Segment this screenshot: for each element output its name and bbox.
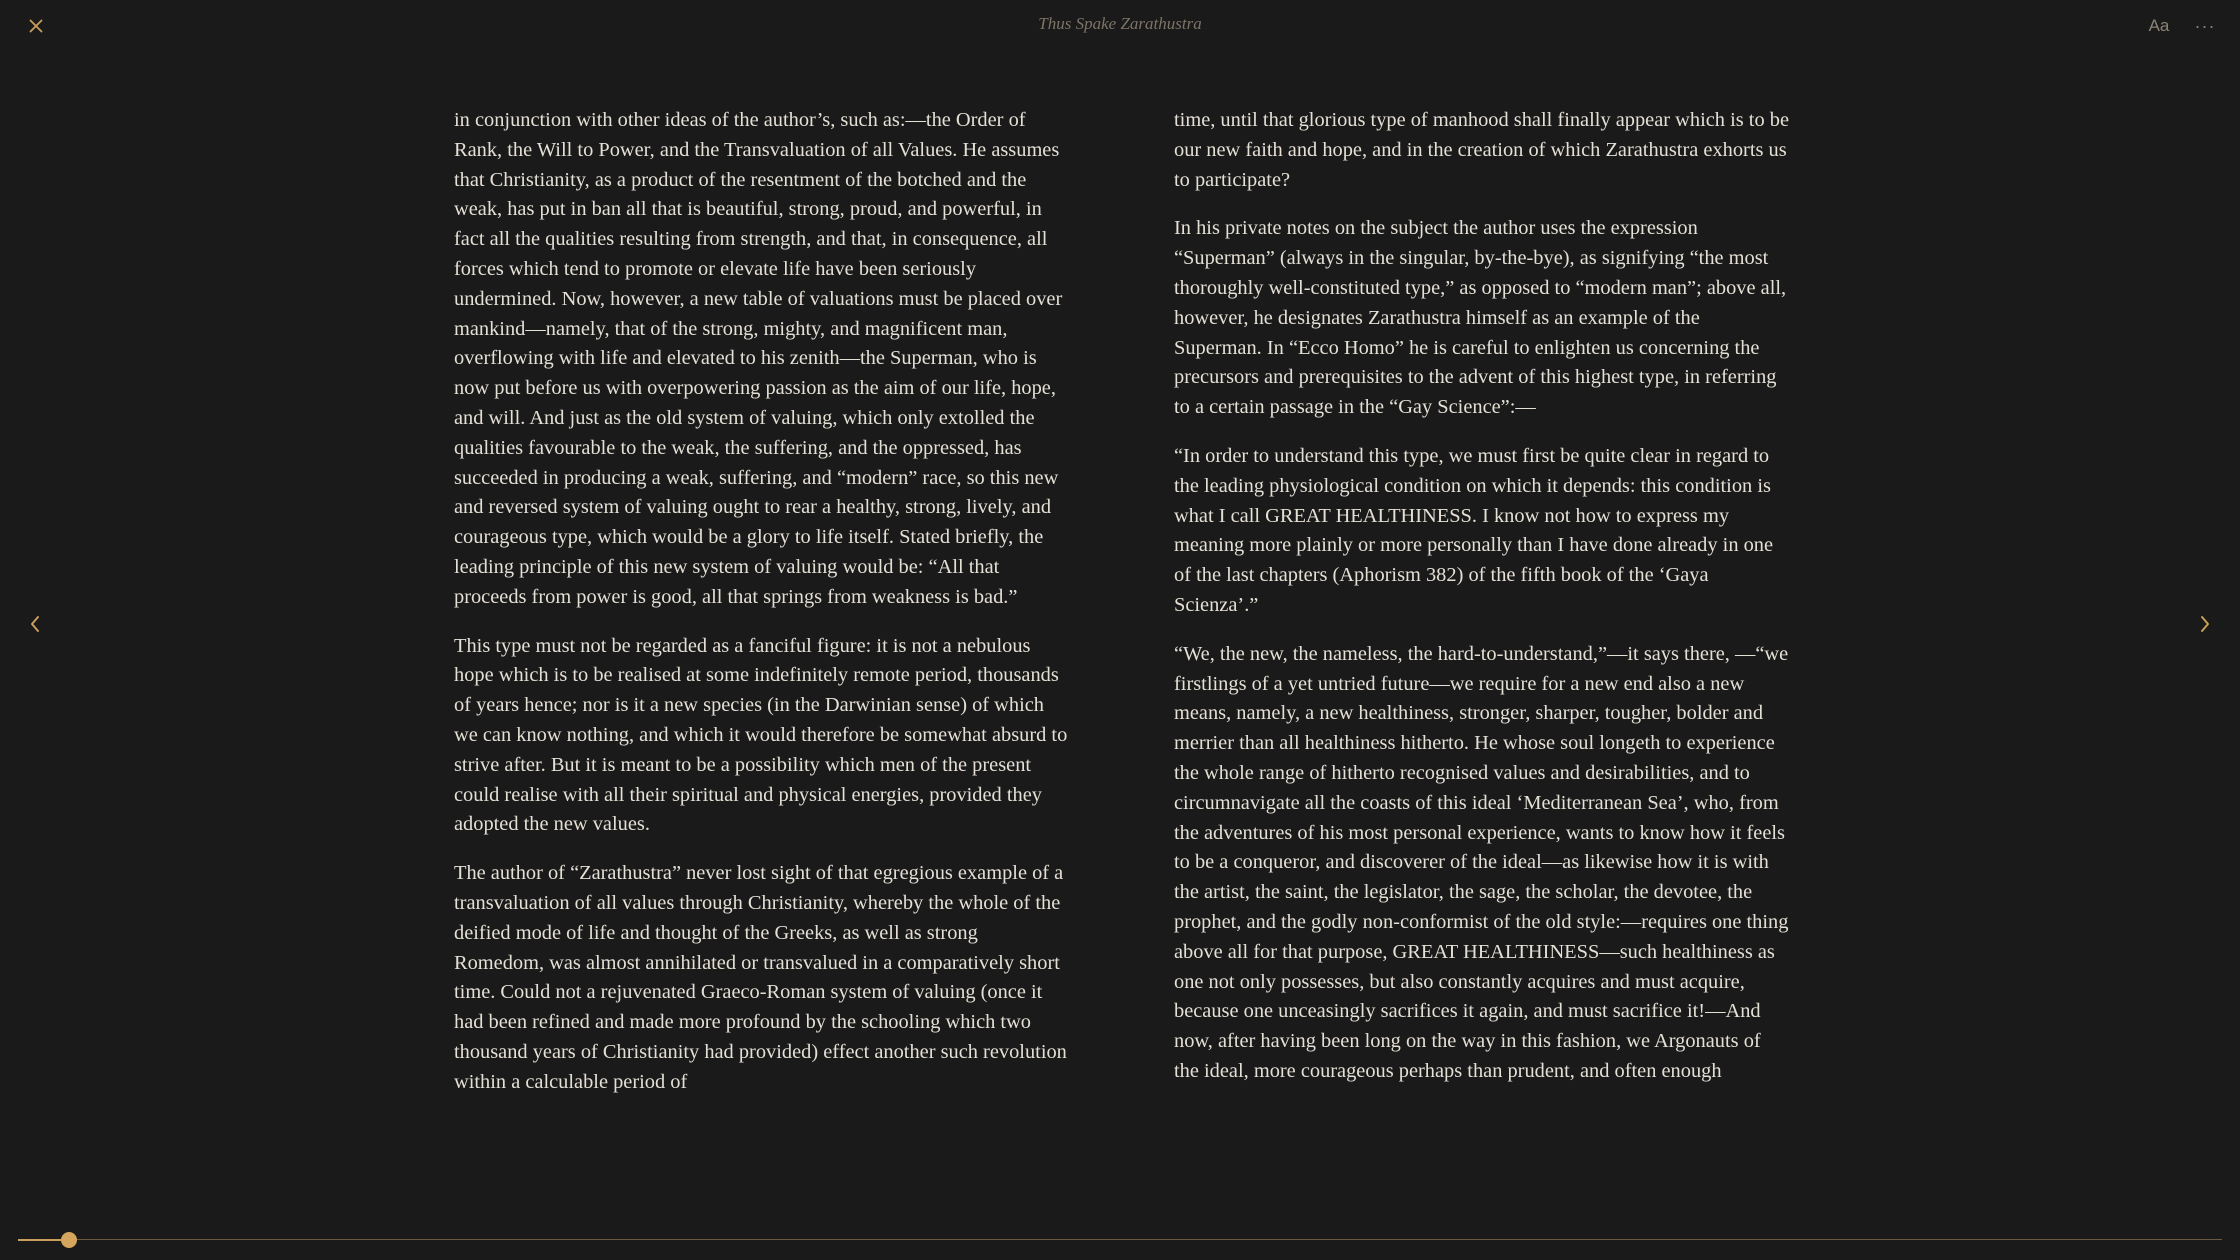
reader-toolbar — [0, 0, 2240, 52]
paragraph: in conjunction with other ideas of the author’s, such as:—the Order of Rank, the Will to Power, and the Transvaluation of all Values. He assumes that Christianity, as a product of the resentment of the botched and the weak, has put in ban all that is beautiful, strong, proud, and powerful, in fact all the qualities resulting from strength, and that, in consequence, all forces which tend to promote or elevate life have been seriously undermined. Now, however, a new table of valuations must be placed over mankind—namely, that of the strong, mighty, and magnificent man, overflowing with life and elevated to his zenith—the Superman, who is now put before us with overpowering passion as the aim of our life, hope, and will. And just as the old system of valuing, which only extolled the qualities favourable to the weak, the suffering, and the oppressed, has succeeded in producing a weak, suffering, and “modern” race, so this new and reversed system of valuing ought to rear a healthy, strong, lively, and courageous type, which would be a glory to life itself. Stated briefly, the leading principle of this new system of valuing would be: “All that proceeds from power is good, all that springs from weakness is bad.” — [454, 109, 1063, 608]
more-options-button[interactable] — [2190, 12, 2220, 40]
right-page — [1174, 106, 1790, 1106]
paragraph: In his private notes on the subject the author uses the expression “Superman” (always in the singular, by-the-bye), as signifying “the most thoroughly well-constituted type,” as opposed to “modern man”; above all, however, he designates Zarathustra himself as an example of the Superman. In “Ecco Homo” he is careful to enlighten us concerning the precursors and prerequisites to the advent of this highest type, in referring to a certain passage in the “Gay Science”:— — [1174, 217, 1787, 419]
next-page-button[interactable] — [2190, 606, 2220, 642]
chevron-right-icon — [2198, 613, 2212, 635]
previous-page-button[interactable] — [20, 606, 50, 642]
paragraph: The author of “Zarathustra” never lost sight of that egregious example of a transvaluation of all values through Christianity, whereby the whole of the deified mode of life and thought of the Greeks, as well as strong Romedom, was almost annihilated or transvalued in a comparatively short time. Could not a rejuvenated Graeco-Roman system of valuing (once it had been refined and made more profound by the schooling which two thousand years of Christianity had provided) effect another such revolution within a calculable period of — [454, 862, 1067, 1093]
font-settings-button[interactable]: Aa — [2148, 16, 2170, 35]
reading-progress-slider[interactable] — [18, 1230, 2222, 1250]
book-title: Thus Spake Zarathustra — [1038, 14, 1202, 33]
progress-handle[interactable] — [61, 1232, 77, 1248]
more-icon: ··· — [2194, 15, 2216, 36]
progress-track — [18, 1239, 2222, 1240]
paragraph: “In order to understand this type, we must first be quite clear in regard to the leading physiological condition on which it depends: this condition is what I call GREAT HEALTHINESS. I know not how to express my meaning more plainly or more personally than I have done already in one of the last chapters (Aphorism 382) of the fifth book of the ‘Gaya Scienza’.” — [1174, 444, 1774, 616]
paragraph: This type must not be regarded as a fanciful figure: it is not a nebulous hope which is to be realised at some indefinitely remote period, thousands of years hence; nor is it a new species (in the Darwinian sense) of which we can know nothing, and which it would therefore be somewhat absurd to strive after. But it is meant to be a possibility which men of the present could realise with all their spiritual and physical energies, provided they adopted the new values. — [454, 634, 1068, 836]
left-page — [454, 106, 1068, 1117]
paragraph: “We, the new, the nameless, the hard-to-understand,”—it says there, —“we firstlings of a yet untried future—we require for a new end also a new means, namely, a new healthiness, stronger, sharper, tougher, bolder and merrier than all healthiness hitherto. He whose soul longeth to experience the whole range of hitherto recognised values and desirabilities, and to circumnavigate all the coasts of this ideal ‘Mediterranean Sea’, who, from the adventures of his most personal experience, wants to know how it feels to be a conqueror, and discoverer of the ideal—as likewise how it is with the artist, the saint, the legislator, the sage, the scholar, the devotee, the prophet, and the godly non-conformist of the old style:—requires one thing above all for that purpose, GREAT HEALTHINESS—such healthiness as one not only possesses, but also constantly acquires and must acquire, because one unceasingly sacrifices it again, and must sacrifice it!—And now, after having been long on the way in this fashion, we Argonauts of the ideal, more courageous perhaps than prudent, and often enough — [1174, 642, 1789, 1082]
paragraph: time, until that glorious type of manhood shall finally appear which is to be our new faith and hope, and in the creation of which Zarathustra exhorts us to participate? — [1174, 109, 1789, 191]
chevron-left-icon — [28, 613, 42, 635]
